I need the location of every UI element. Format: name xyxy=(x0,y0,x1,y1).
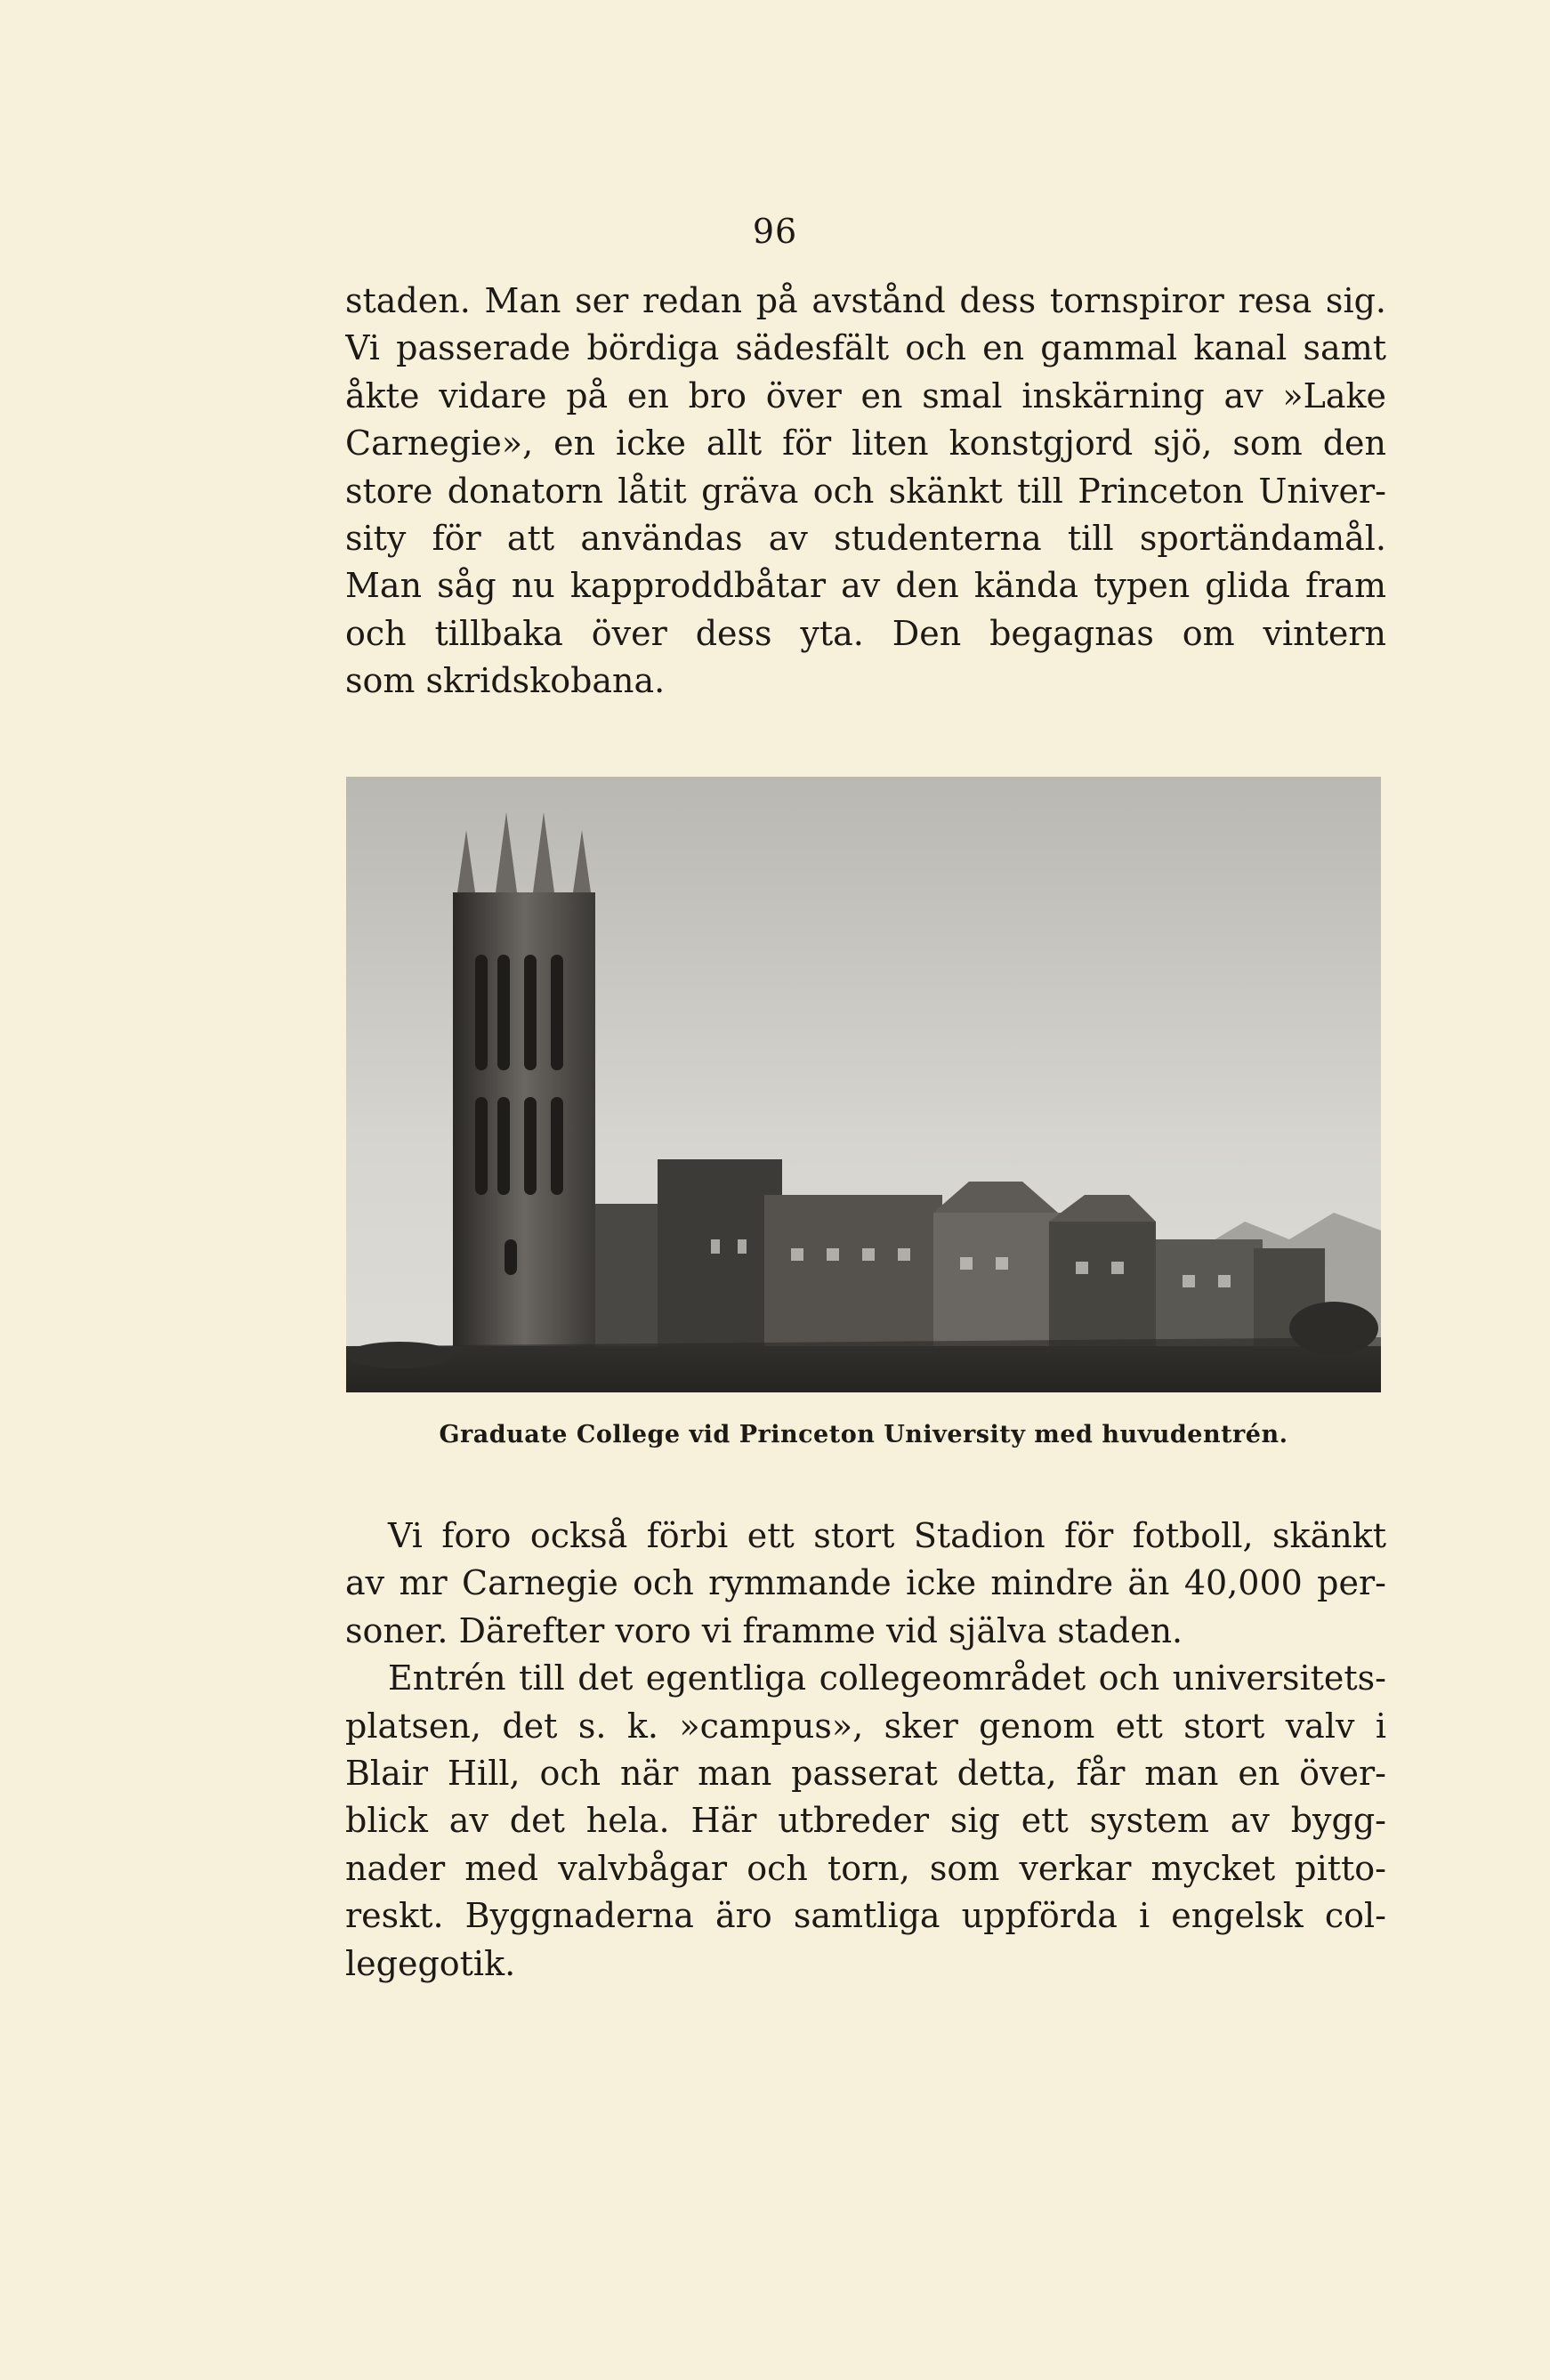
page-number: 96 xyxy=(752,212,798,251)
text-line: blick av det hela. Här utbreder sig ett system av bygg- xyxy=(345,1801,1386,1841)
photo-caption: Graduate College vid Princeton University med huvudentrén. xyxy=(439,1421,1288,1448)
text-line: och tillbaka över dess yta. Den begagnas om vintern xyxy=(345,613,1386,653)
text-line: sity för att användas av studenterna till sportändamål. xyxy=(345,518,1386,558)
paragraph-top xyxy=(345,278,1386,706)
text-line: reskt. Byggnaderna äro samtliga uppförda i engelsk col- xyxy=(345,1896,1386,1936)
text-line: nader med valvbågar och torn, som verkar mycket pitto- xyxy=(345,1848,1386,1888)
text-line: Vi foro också förbi ett stort Stadion för fotboll, skänkt xyxy=(388,1516,1386,1555)
text-line: Carnegie», en icke allt för liten konstgjord sjö, som den xyxy=(345,424,1386,464)
paragraph-bottom xyxy=(345,1513,1386,1988)
text-line: staden. Man ser redan på avstånd dess tornspiror resa sig. xyxy=(345,281,1386,320)
text-line: platsen, det s. k. »campus», sker genom ett stort valv i xyxy=(345,1706,1386,1746)
text-line: store donatorn låtit gräva och skänkt till Princeton Univer- xyxy=(345,471,1386,511)
text-line: soner. Därefter voro vi framme vid själva staden. xyxy=(345,1610,1183,1650)
text-line: Vi passerade bördiga sädesfält och en gammal kanal samt xyxy=(345,328,1386,368)
text-line: Blair Hill, och när man passerat detta, får man en över- xyxy=(345,1753,1386,1793)
text-line: legegotik. xyxy=(345,1943,516,1983)
photo-illustration xyxy=(346,777,1381,1392)
text-line: som skridskobana. xyxy=(345,661,666,701)
text-line: Entrén till det egentliga collegeområdet och universitets- xyxy=(388,1658,1386,1698)
text-line: av mr Carnegie och rymmande icke mindre än 40,000 per- xyxy=(345,1563,1386,1603)
text-line: Man såg nu kapproddbåtar av den kända typen glida fram xyxy=(345,566,1386,606)
text-line: åkte vidare på en bro över en smal inskärning av »Lake xyxy=(345,375,1386,415)
graduate-college-photo xyxy=(346,777,1381,1392)
